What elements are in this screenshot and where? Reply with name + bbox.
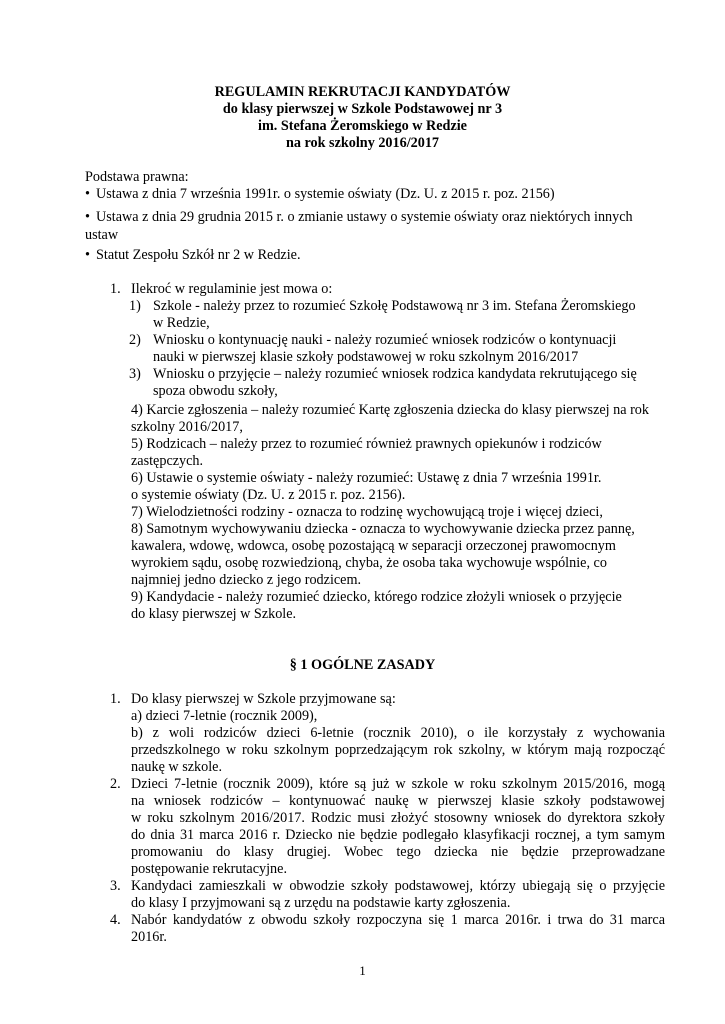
section-item-continuation: 2016r. [131,929,167,945]
list-number: 1. [110,281,121,297]
legal-basis-item: • Ustawa z dnia 29 grudnia 2015 r. o zmianie ustawy o systemie oświaty oraz niektórych innych [85,209,633,225]
section-item: Dzieci 7-letnie (rocznik 2009), które są już w szkole w roku szkolnym 2015/2016, mogą [131,776,665,792]
definition-item-continuation: nauki w pierwszej klasie szkoły podstawowej w roku szkolnym 2016/2017 [153,349,579,365]
definition-item: 7) Wielodzietności rodziny - oznacza to rodzinę wychowującą troje i więcej dzieci, [131,504,603,520]
definition-item: Wniosku o kontynuację nauki - należy rozumieć wniosek rodziców o kontynuacji [153,332,617,348]
section-item: Kandydaci zamieszkali w obwodzie szkoły podstawowej, którzy ubiegają się o przyjęcie [131,878,665,894]
title-line-4: na rok szkolny 2016/2017 [285,135,440,151]
section-item: Nabór kandydatów z obwodu szkoły rozpoczyna się 1 marca 2016r. i trwa do 31 marca [131,912,665,928]
bullet-icon: • [85,247,90,263]
definition-item-continuation: najmniej jedno dziecko z jego rodzicem. [131,572,362,588]
definitions-intro: Ilekroć w regulaminie jest mowa o: [131,281,333,297]
definition-item: 5) Rodzicach – należy przez to rozumieć również prawnych opiekunów i rodziców [131,436,602,452]
definition-item: Szkole - należy przez to rozumieć Szkołę Podstawową nr 3 im. Stefana Żeromskiego [153,298,636,314]
section-subitem: a) dzieci 7-letnie (rocznik 2009), [131,708,318,724]
definition-item: 4) Karcie zgłoszenia – należy rozumieć Kartę zgłoszenia dziecka do klasy pierwszej na rok [131,402,649,418]
section-subitem: b) z woli rodziców dzieci 6-letnie (rocznik 2010), o ile korzystały z wychowania [131,725,665,741]
legal-basis-heading: Podstawa prawna: [85,169,189,185]
list-number: 2) [129,332,141,348]
definition-item: Wniosku o przyjęcie – należy rozumieć wniosek rodzica kandydata rekrutującego się [153,366,637,382]
section-subitem-continuation: przedszkolnego w roku szkolnym poprzedzającym rok szkolny, w którym mają rozpocząć [131,742,665,758]
definition-item-continuation: spoza obwodu szkoły, [153,383,278,399]
definition-item: 8) Samotnym wychowywaniu dziecka - oznacza to wychowywanie dziecka przez pannę, [131,521,635,537]
definition-item: 6) Ustawie o systemie oświaty - należy rozumieć: Ustawę z dnia 7 września 1991r. [131,470,602,486]
section-item-continuation: w roku szkolnym 2016/2017. Rodzic musi złożyć stosowny wniosek do dyrektora szkoły [131,810,665,826]
definition-item-continuation: wyrokiem sądu, osobę rozwiedzioną, chyba, że osoba taka wychowuje wspólnie, co [131,555,607,571]
bullet-icon: • [85,186,90,202]
list-number: 3) [129,366,141,382]
list-number: 2. [110,776,121,792]
bullet-icon: • [85,209,90,225]
list-number: 4. [110,912,121,928]
legal-basis-item: • Statut Zespołu Szkół nr 2 w Redzie. [85,247,301,263]
definition-item-continuation: kawalera, wdowę, wdowca, osobę pozostającą w separacji orzeczonej prawomocnym [131,538,616,554]
legal-basis-item-continuation: ustaw [85,227,119,243]
definition-item-continuation: do klasy pierwszej w Szkole. [131,606,297,622]
list-number: 3. [110,878,121,894]
list-number: 1. [110,691,121,707]
page-number: 1 [359,963,366,978]
section-item-continuation: postępowanie rekrutacyjne. [131,861,288,877]
title-line-3: im. Stefana Żeromskiego w Redzie [258,118,467,134]
section-item-continuation: do dnia 31 marca 2016 r. Dziecko nie będzie podlegało klasyfikacji rocznej, a tym samym [131,827,665,843]
section-item-continuation: promowaniu do klasy drugiej. Wobec tego dziecka nie będzie przeprowadzane [131,844,665,860]
definition-item-continuation: szkolny 2016/2017, [131,419,243,435]
definition-item: 9) Kandydacie - należy rozumieć dziecko, którego rodzice złożyli wniosek o przyjęcie [131,589,622,605]
definition-item-continuation: o systemie oświaty (Dz. U. z 2015 r. poz. 2156). [131,487,406,503]
definition-item-continuation: zastępczych. [131,453,204,469]
title-line-2: do klasy pierwszej w Szkole Podstawowej nr 3 [222,101,503,117]
legal-basis-item: • Ustawa z dnia 7 września 1991r. o systemie oświaty (Dz. U. z 2015 r. poz. 2156) [85,186,555,202]
list-number: 1) [129,298,141,314]
section-item-continuation: na wniosek rodziców – kontynuować naukę w pierwszej klasie szkoły podstawowej [131,793,665,809]
title-line-1: REGULAMIN REKRUTACJI KANDYDATÓW [214,84,511,100]
section-item-continuation: do klasy I przyjmowani są z urzędu na podstawie karty zgłoszenia. [131,895,511,911]
section-heading: § 1 OGÓLNE ZASADY [289,657,436,673]
definition-item-continuation: w Redzie, [153,315,210,331]
section-item: Do klasy pierwszej w Szkole przyjmowane są: [131,691,396,707]
section-subitem-continuation: naukę w szkole. [131,759,223,775]
